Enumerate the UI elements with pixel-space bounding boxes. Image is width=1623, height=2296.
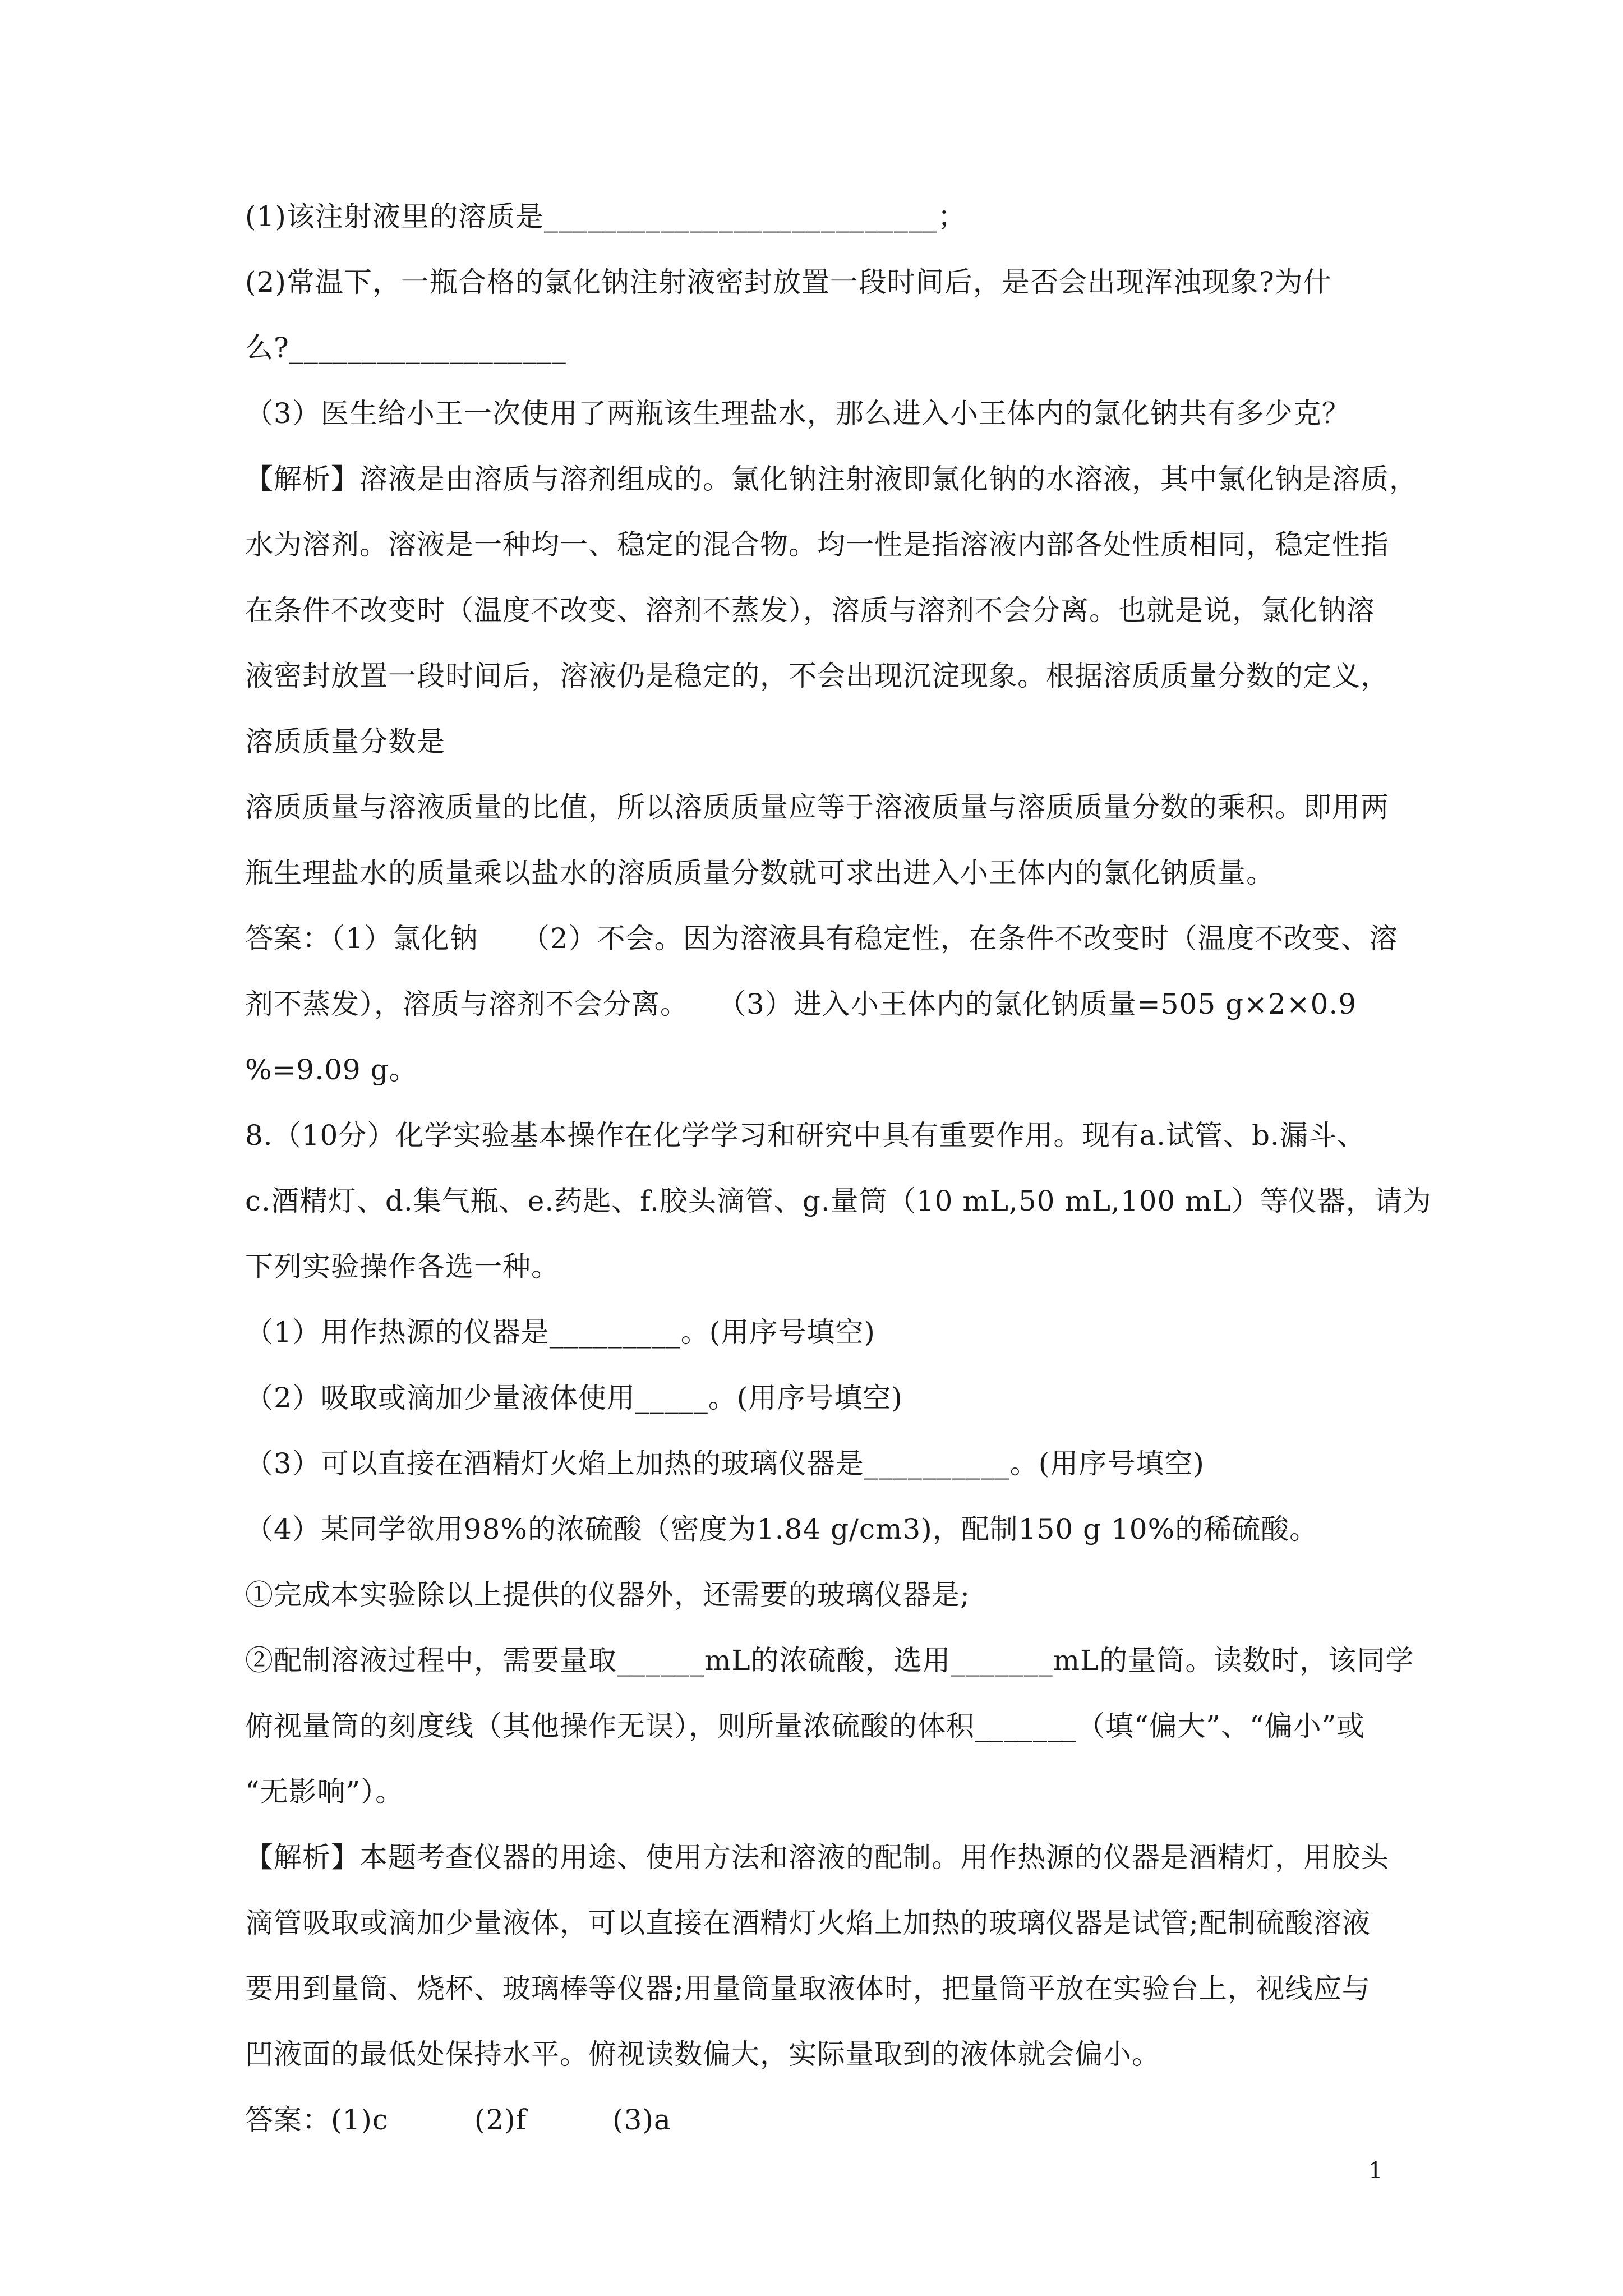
question-8-part-4-sub-2-line-1: ②配制溶液过程中，需要量取______mL的浓硫酸，选用_______mL的量筒。读数时，该同学 [245, 1644, 1414, 1677]
question-8-stem-line-2: c.酒精灯、d.集气瓶、e.药匙、f.胶头滴管、g.量筒（10 mL,50 mL,100 mL）等仪器，请为 [245, 1185, 1432, 1217]
question-7-part-2-line-1: (2)常温下，一瓶合格的氯化钠注射液密封放置一段时间后，是否会出现浑浊现象?为什 [245, 266, 1332, 298]
analysis-7-line-7: 瓶生理盐水的质量乘以盐水的溶质质量分数就可求出进入小王体内的氯化钠质量。 [245, 857, 1275, 889]
analysis-7-line-6: 溶质质量与溶液质量的比值，所以溶质质量应等于溶液质量与溶质质量分数的乘积。即用两 [245, 791, 1389, 823]
answer-7-line-3: %=9.09 g。 [245, 1053, 418, 1086]
answer-7-line-2: 剂不蒸发），溶质与溶剂不会分离。 （3）进入小王体内的氯化钠质量=505 g×2×0.9 [245, 988, 1357, 1020]
analysis-7-line-4: 液密封放置一段时间后，溶液仍是稳定的，不会出现沉淀现象。根据溶质质量分数的定义， [245, 660, 1389, 692]
analysis-8-line-4: 凹液面的最低处保持水平。俯视读数偏大，实际量取到的液体就会偏小。 [245, 2038, 1160, 2070]
analysis-8-line-1: 【解析】本题考查仪器的用途、使用方法和溶液的配制。用作热源的仪器是酒精灯，用胶头 [245, 1841, 1389, 1874]
question-7-part-3: （3）医生给小王一次使用了两瓶该生理盐水，那么进入小王体内的氯化钠共有多少克？ [245, 397, 1350, 430]
page-number: 1 [1368, 2158, 1383, 2184]
analysis-8-line-3: 要用到量筒、烧杯、玻璃棒等仪器;用量筒量取液体时，把量筒平放在实验台上，视线应与 [245, 1972, 1371, 2005]
question-8-part-1: （1）用作热源的仪器是_________。(用序号填空) [245, 1316, 875, 1349]
question-8-part-4-sub-1: ①完成本实验除以上提供的仪器外，还需要的玻璃仪器是; [245, 1579, 970, 1611]
question-8-part-4-sub-2-line-2: 俯视量筒的刻度线（其他操作无误），则所量浓硫酸的体积_______（填“偏大”、“偏小”或 [245, 1710, 1366, 1742]
question-7-part-2-line-2: 么?___________________ [245, 332, 566, 364]
question-8-part-3: （3）可以直接在酒精灯火焰上加热的玻璃仪器是__________。(用序号填空) [245, 1447, 1205, 1480]
question-8-stem-line-1: 8.（10分）化学实验基本操作在化学学习和研究中具有重要作用。现有a.试管、b.漏斗、 [245, 1119, 1366, 1152]
analysis-8-line-2: 滴管吸取或滴加少量液体，可以直接在酒精灯火焰上加热的玻璃仪器是试管;配制硫酸溶液 [245, 1907, 1371, 1939]
answer-7-line-1: 答案：（1）氯化钠 （2）不会。因为溶液具有稳定性，在条件不改变时（温度不改变、溶 [245, 922, 1398, 955]
question-8-part-2: （2）吸取或滴加少量液体使用_____。(用序号填空) [245, 1382, 903, 1414]
question-8-part-4-sub-2-line-3: “无影响”）。 [245, 1775, 404, 1808]
analysis-7-line-3: 在条件不改变时（温度不改变、溶剂不蒸发），溶质与溶剂不会分离。也就是说，氯化钠溶 [245, 594, 1375, 627]
analysis-7-line-2: 水为溶剂。溶液是一种均一、稳定的混合物。均一性是指溶液内部各处性质相同，稳定性指 [245, 528, 1389, 561]
question-8-part-4: （4）某同学欲用98%的浓硫酸（密度为1.84 g/cm3)，配制150 g 10%的稀硫酸。 [245, 1513, 1318, 1545]
analysis-7-line-5: 溶质质量分数是 [245, 725, 445, 758]
answer-8-line-1: 答案：(1)c (2)f (3)a [245, 2104, 671, 2136]
analysis-7-line-1: 【解析】溶液是由溶质与溶剂组成的。氯化钠注射液即氯化钠的水溶液，其中氯化钠是溶质， [245, 463, 1418, 495]
question-7-part-1: (1)该注射液里的溶质是___________________________； [245, 200, 966, 233]
question-8-stem-line-3: 下列实验操作各选一种。 [245, 1250, 560, 1283]
